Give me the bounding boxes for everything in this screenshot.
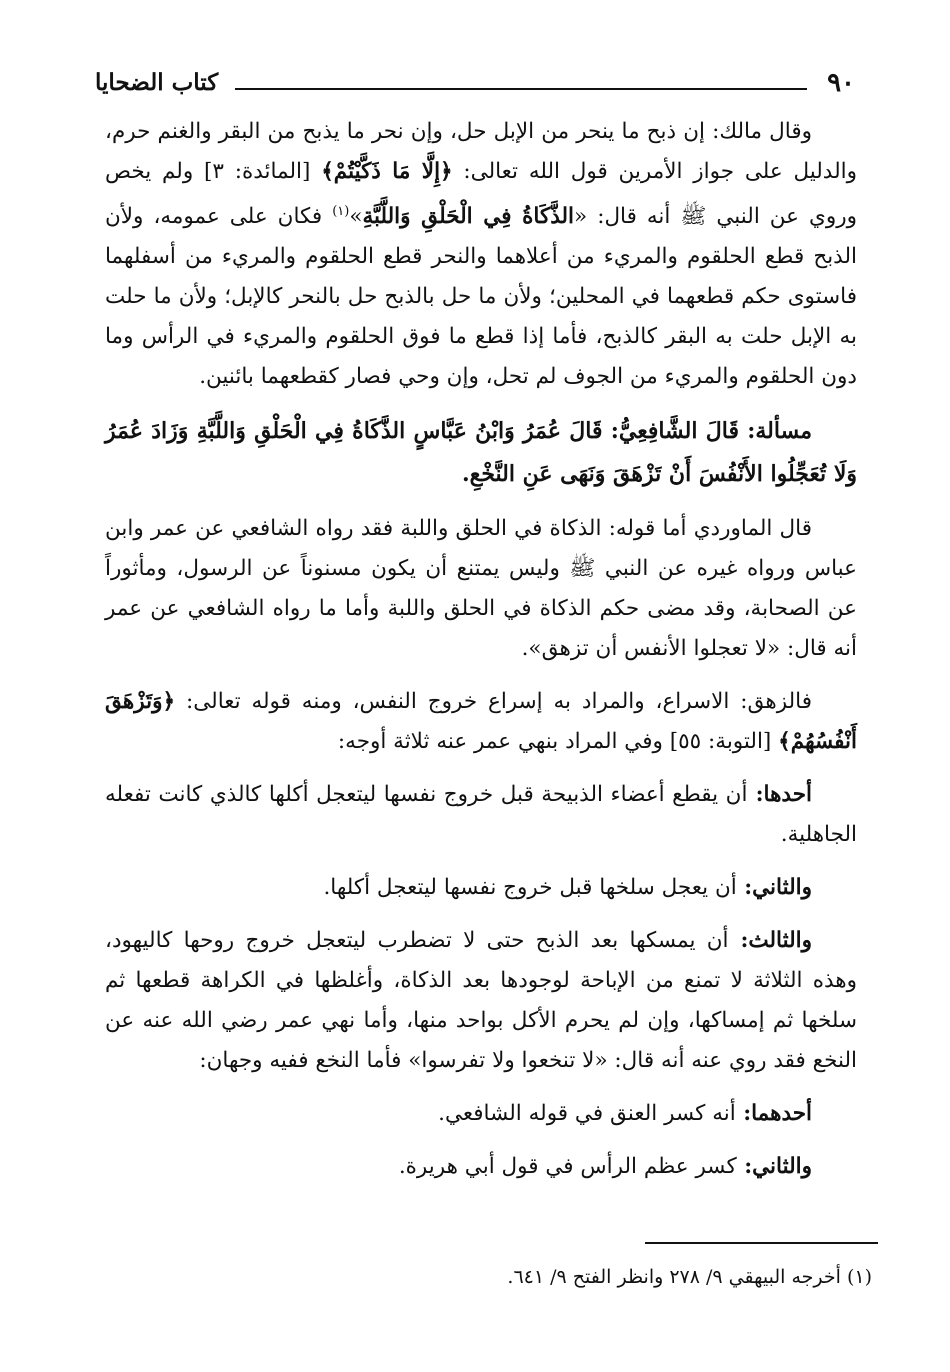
paragraph-one-part: أحدهما: [735, 1101, 812, 1127]
paragraph-masala-part: قَالَ الشَّافِعِيُّ: [610, 418, 739, 445]
book-title: كتاب الضحايا [95, 69, 219, 96]
paragraph-malik [105, 112, 857, 397]
paragraph-masala-part: قَالَ عُمَرُ وَابْنُ عَبَّاسٍ الذَّكَاةُ فِي الْحَلْقِ وَاللَّبَّةِ وَزَادَ عُمَرُ وَلَا تُعَجِّلُوا الأَنْفُسَ أَنْ تَزْهَقَ وَنَهَى عَنِ النَّخْعِ. [105, 418, 857, 488]
paragraph-masala-part: مسألة: [738, 418, 812, 445]
paragraph-zahq [105, 682, 857, 762]
paragraph-second [105, 868, 857, 908]
paragraph-zahq-part: ﴿وَتَزْهَقَ أَنْفُسُهُمْ﴾ [105, 689, 857, 755]
paragraph-malik-part: وقال مالك: إن ذبح ما ينحر من الإبل حل، وإن نحر ما يذبح من البقر والغنم حرم، والدليل على جواز الأمرين قول الله تعالى: [105, 119, 857, 184]
paragraph-third-part: والثالث: [728, 928, 812, 954]
paragraph-malik-part: فكان على عمومه، ولأن الذبح قطع الحلقوم والمريء من أعلاهما والنحر قطع الحلقوم والمريء من أسفلهما فاستوى حكم قطعهما في المحلين؛ ولأن ما حل بالذبح حل بالنحر كالإبل؛ ولأن ما حلت به الإبل حلت به البقر كالذبح، فأما إذا قطع ما فوق الحلقوم والمريء في الرأس وما دون الحلقوم والمريء من الجوف لم تحل، وإن وحي فصار كقطعهما بائنين. [105, 204, 857, 390]
paragraph-malik-part: [المائدة: ٣] ولم يخص وروي عن النبي ﷺ أنه قال: « [105, 159, 857, 230]
paragraph-first-part: أن يقطع أعضاء الذبيحة قبل خروج نفسها ليتعجل أكلها كالذي كانت تفعله الجاهلية. [105, 782, 857, 848]
paragraph-mawardi [105, 509, 857, 669]
paragraph-one-part: أنه كسر العنق في قوله الشافعي. [438, 1101, 736, 1127]
paragraph-malik-part: » [349, 204, 363, 230]
paragraph-malik-part: ﴿إِلَّا مَا ذَكَّيْتُمْ﴾ [321, 159, 453, 184]
paragraph-first-part: أحدها: [747, 782, 812, 808]
paragraph-two-part: والثاني: [736, 1154, 812, 1180]
paragraph-malik-part: الذَّكَاةُ فِي الْحَلْقِ وَاللَّبَّةِ [362, 204, 575, 230]
header-rule [235, 88, 807, 90]
body-text [105, 112, 857, 1200]
paragraph-zahq-part: فالزهق: الاسراع، والمراد به إسراع خروج النفس، ومنه قوله تعالى: [175, 689, 812, 715]
page-number: ٩٠ [827, 68, 855, 98]
paragraph-one [105, 1094, 857, 1134]
paragraph-third-part: أن يمسكها بعد الذبح حتى لا تضطرب ليتعجل خروج روحها كاليهود، وهذه الثلاثة لا تمنع من الإباحة لوجودها بعد الذكاة، وأغلظها في الكراهة قطعها ثم سلخها ثم إمساكها، وإن لم يحرم الأكل بواحد منها، وأما نهي عمر رضي الله عنه عن النخع فقد روي عنه أنه قال: «لا تنخعوا ولا تفرسوا» فأما النخع ففيه وجهان: [105, 928, 857, 1074]
paragraph-third [105, 921, 857, 1081]
paragraph-two [105, 1147, 857, 1187]
footnote: (١) أخرجه البيهقي ٩/ ٢٧٨ وانظر الفتح ٩/ ٦٤١. [507, 1266, 872, 1288]
paragraph-second-part: والثاني: [736, 875, 812, 901]
paragraph-two-part: كسر عظم الرأس في قول أبي هريرة. [398, 1154, 737, 1180]
footnote-separator [645, 1242, 878, 1244]
page-header [95, 66, 855, 100]
paragraph-first [105, 775, 857, 855]
paragraph-malik-part: (١) [332, 204, 350, 219]
paragraph-mawardi-part: قال الماوردي أما قوله: الذكاة في الحلق واللبة فقد رواه الشافعي عن عمر وابن عباس ورواه غيره عن النبي ﷺ وليس يمتنع أن يكون مسنوناً عن الرسول، ومأثوراً عن الصحابة، وقد مضى حكم الذكاة في الحلق واللبة وأما ما رواه الشافعي عن عمر أنه قال: «لا تعجلوا الأنفس أن تزهق». [105, 516, 857, 662]
paragraph-masala [105, 410, 857, 496]
paragraph-second-part: أن يعجل سلخها قبل خروج نفسها ليتعجل أكلها. [323, 875, 737, 901]
paragraph-zahq-part: [التوبة: ٥٥] وفي المراد بنهي عمر عنه ثلاثة أوجه: [337, 729, 779, 755]
